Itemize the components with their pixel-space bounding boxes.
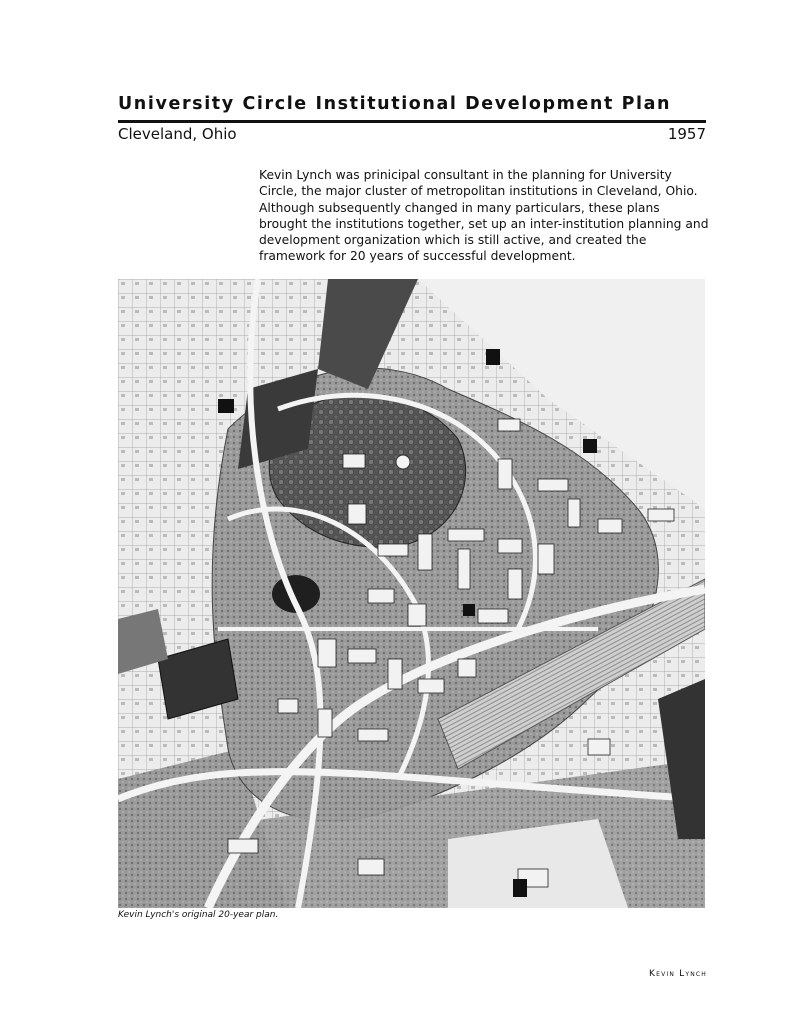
figure-caption: Kevin Lynch's original 20-year plan. <box>118 910 279 920</box>
intro-paragraph: Kevin Lynch was prinicipal consultant in the planning for University Circle, the major cluster of metropolitan institutions in Cleveland, Ohio. Although subsequently changed in many particulars, these plans brought the institutions together, set up an inter-institution planning and development organization which is still active, and created the framework for 20 years of successful development. <box>259 168 709 264</box>
year-label: 1957 <box>667 125 706 143</box>
location-label: Cleveland, Ohio <box>118 125 237 143</box>
footer-author: Kevin Lynch <box>649 969 707 979</box>
site-plan-drawing <box>118 279 705 908</box>
title-rule <box>118 120 706 123</box>
document-title: University Circle Institutional Development Plan <box>118 94 672 114</box>
site-plan-image <box>118 279 705 908</box>
